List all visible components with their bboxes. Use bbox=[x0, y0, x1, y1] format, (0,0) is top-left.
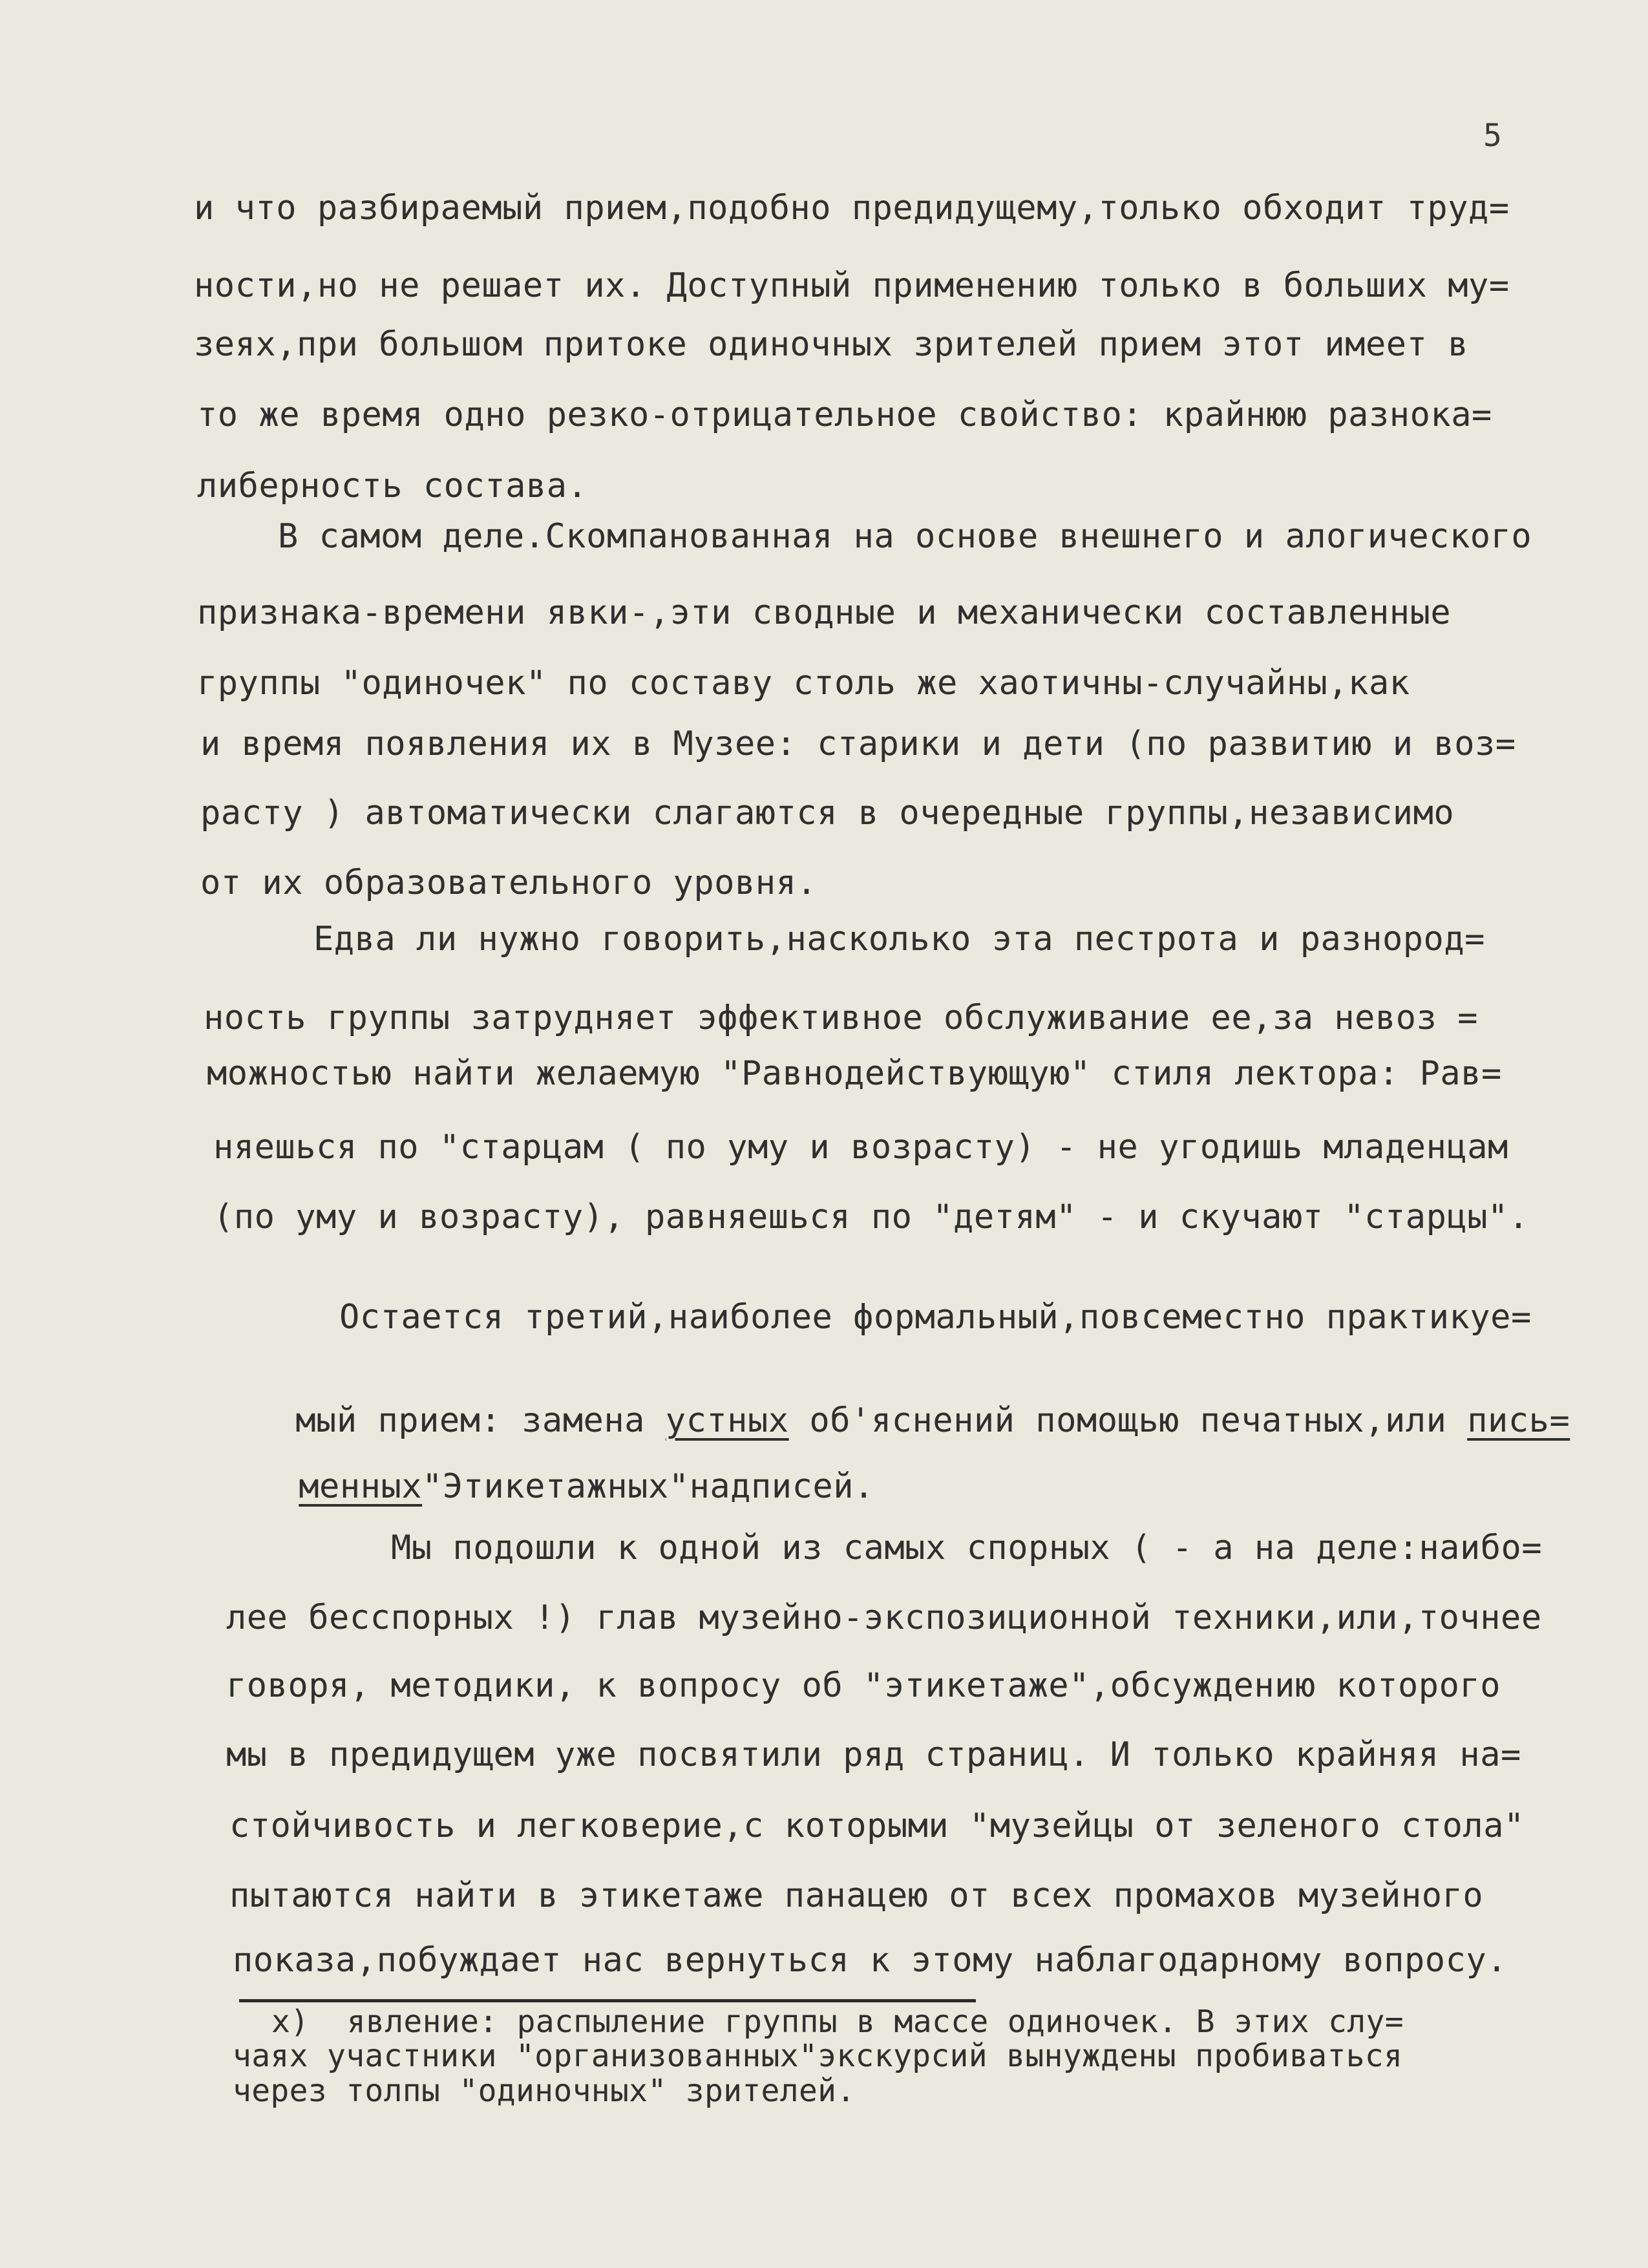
footnote-line: через толпы "одиночных" зрителей. bbox=[233, 2073, 856, 2109]
text-line: признака-времени явки-,эти сводные и механически составленные bbox=[197, 593, 1452, 632]
text-line: ность группы затрудняет эффективное обслуживание ее,за невоз = bbox=[204, 999, 1479, 1037]
text-line: стойчивость и легковерие,с которыми "музейцы от зеленого стола" bbox=[229, 1807, 1525, 1845]
underlined-word: устных bbox=[665, 1401, 789, 1440]
footnote-rule bbox=[239, 1999, 976, 2002]
text-line: Остается третий,наиболее формальный,повсеместно практикуе= bbox=[339, 1298, 1532, 1337]
text-line: расту ) автоматически слагаются в очередные группы,независимо bbox=[200, 794, 1455, 832]
text-line: говоря, методики, к вопросу об "этикетаже",обсуждению которого bbox=[226, 1666, 1501, 1705]
footnote-line: чаях участники "организованных"экскурсий вынуждены пробиваться bbox=[233, 2038, 1403, 2074]
text-line bbox=[217, 1428, 874, 1545]
text-line: зеях,при большом притоке одиночных зрителей прием этот имеет в bbox=[194, 325, 1469, 364]
underlined-word: пись= bbox=[1467, 1401, 1570, 1440]
text-line: ности,но не решает их. Доступный применению только в больших му= bbox=[194, 266, 1510, 305]
text-line: и что разбираемый прием,подобно предидущему,только обходит труд= bbox=[194, 189, 1510, 228]
underlined-word: менных bbox=[299, 1467, 423, 1506]
text-line: Едва ли нужно говорить,насколько эта пестрота и разнород= bbox=[313, 920, 1485, 959]
text-line: пытаются найти в этикетаже панацею от всех промахов музейного bbox=[229, 1876, 1484, 1915]
text-line: можностью найти желаемую "Равнодействующую" стиля лектора: Рав= bbox=[207, 1054, 1502, 1093]
text-line: группы "одиночек" по составу столь же хаотичны-случайны,как bbox=[197, 664, 1410, 703]
page-number: 5 bbox=[1483, 118, 1502, 154]
text-line: В самом деле.Скомпанованная на основе внешнего и алогического bbox=[278, 517, 1532, 556]
text-fragment: мый прием: замена bbox=[295, 1401, 645, 1440]
text-line: няешься по "старцам ( по уму и возрасту) - не угодишь младенцам bbox=[213, 1128, 1508, 1167]
text-fragment: об'яснений помощью печатных,или bbox=[809, 1401, 1447, 1440]
text-line: либерность состава. bbox=[197, 467, 588, 505]
text-line: показа,побуждает нас вернуться к этому наблагодарному вопросу. bbox=[233, 1941, 1508, 1980]
text-line: и время появления их в Музее: старики и дети (по развитию и воз= bbox=[200, 725, 1516, 763]
text-line: (по уму и возрасту), равняешься по "детям" - и скучают "старцы". bbox=[213, 1198, 1529, 1236]
text-line: лее бесспорных !) глав музейно-экспозиционной техники,или,точнее bbox=[226, 1598, 1542, 1637]
text-line: Мы подошли к одной из самых спорных ( - а на деле:наибо= bbox=[391, 1529, 1543, 1567]
text-line: от их образовательного уровня. bbox=[200, 864, 818, 902]
text-line: мы в предидущем уже посвятили ряд страниц. И только крайняя на= bbox=[226, 1735, 1521, 1774]
footnote-line: х) явление: распыление группы в массе одиночек. В этих слу= bbox=[271, 2004, 1404, 2040]
text-fragment: "Этикетажных"надписей. bbox=[422, 1467, 874, 1506]
text-line: то же время одно резко-отрицательное свойство: крайнюю разнока= bbox=[197, 396, 1492, 434]
